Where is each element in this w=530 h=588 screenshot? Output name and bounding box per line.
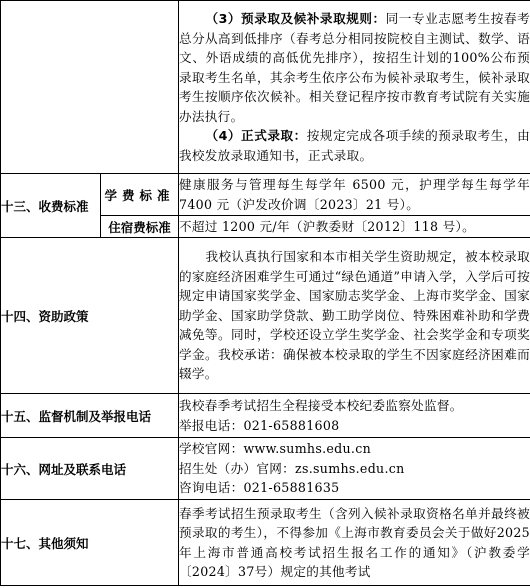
paragraph-pre-admission-rules xyxy=(179,9,530,126)
school-website: 学校官网：www.sumhs.edu.cn xyxy=(179,441,372,457)
section-17-content xyxy=(179,500,530,586)
formal-admission-text: 按规定完成各项手续的预录取考生，由我校发放录取通知书，正式录取。 xyxy=(179,128,530,163)
section-13-label: 十三、收费标准 xyxy=(1,174,101,238)
financial-aid-text: 我校认真执行国家和本市相关学生资助规定，被本校录取的家庭经济困难学生可通过“绿色通道”申请入学，入学后可按规定申请国家奖学金、国家励志奖学金、上海市奖学金、国家助学金、国家助学贷款、勤工助学岗位、特殊困难补助和学费减免等。同时，学校还设立学生奖学金、社会奖学金和专项奖学金。我校承诺：确保被本校录取的学生不因家庭经济困难而辍学。 xyxy=(179,249,530,382)
section-17-label: 十七、其他须知 xyxy=(1,500,179,586)
report-phone: 举报电话：021-65881608 xyxy=(179,417,340,433)
formal-admission-heading: （4）正式录取： xyxy=(205,128,307,143)
section-12-content xyxy=(179,1,530,174)
section-14-content xyxy=(179,238,530,394)
section-12-label-cell xyxy=(1,1,179,174)
section-16-row xyxy=(1,438,530,500)
section-14-row xyxy=(1,238,530,394)
admissions-website: 招生处（办）官网：zs.sumhs.edu.cn xyxy=(179,460,405,476)
housing-text: 不超过 1200 元/年（沪教委财〔2012〕118 号）。 xyxy=(179,216,530,238)
housing-label: 住宿费标准 xyxy=(101,216,179,238)
section-14-label: 十四、资助政策 xyxy=(1,238,179,394)
paragraph-formal-admission xyxy=(179,126,530,165)
other-notes-text: 春季考试招生预录取考生（含列入候补录取资格名单并最终被预录取的考生），不得参加《上海市教育委员会关于做好2025年上海市普通高校考试招生报名工作的通知》（沪教委学〔2024〕37号）规定的其他考试 xyxy=(179,505,530,579)
section-15-content xyxy=(179,394,530,438)
pre-admission-rules-heading: （3）预录取及候补录取规则： xyxy=(205,11,386,26)
supervision-text: 我校春季考试招生全程接受本校纪委监察处监督。 xyxy=(179,398,463,413)
section-16-label: 十六、网址及联系电话 xyxy=(1,438,179,500)
section-15-row xyxy=(1,394,530,438)
section-16-content xyxy=(179,438,530,500)
section-17-row xyxy=(1,500,530,586)
consult-phone: 咨询电话：021-65881635 xyxy=(179,480,340,496)
tuition-label: 学费标准 xyxy=(101,174,179,216)
tuition-text: 健康服务与管理每生每学年 6500 元，护理学每生每学年 7400 元（沪发改价调〔2023〕21 号）。 xyxy=(179,174,530,216)
section-12-continuation-row xyxy=(1,1,530,174)
pre-admission-rules-text: 同一专业志愿考生按春考总分从高到低排序（春考总分相同按院校自主测试、数学、语文、外语成绩的高低优先排序），按招生计划的100%公布预录取考生名单，其余考生依序公布为候补录取考生，候补录取考生按顺序依次候补。相关登记程序按市教育考试院有关实施办法执行。 xyxy=(179,11,530,124)
section-15-label: 十五、监督机制及举报电话 xyxy=(1,394,179,438)
section-13-tuition-row xyxy=(1,174,530,216)
